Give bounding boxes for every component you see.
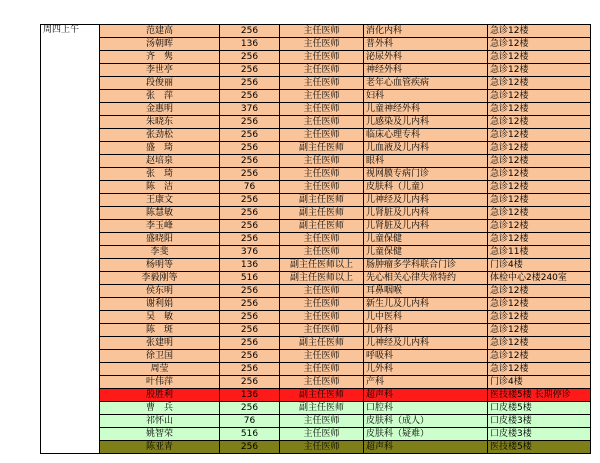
title-cell: 主任医师 (280, 428, 364, 441)
title-cell: 主任医师 (280, 233, 364, 246)
doctor-name-cell: 殷胜利 (100, 389, 220, 402)
department-cell: 超声科 (364, 389, 488, 402)
table-row (41, 90, 591, 103)
location-cell: 急诊12楼 (488, 64, 591, 77)
doctor-name-cell: 杨明等 (100, 259, 220, 272)
title-cell: 副主任医师 (280, 207, 364, 220)
table-row (41, 402, 591, 415)
table-row (41, 181, 591, 194)
title-cell: 副主任医师 (280, 337, 364, 350)
quota-cell: 256 (220, 194, 280, 207)
quota-cell: 136 (220, 38, 280, 51)
schedule-table (40, 24, 591, 454)
department-cell: 泌尿外科 (364, 51, 488, 64)
doctor-name-cell: 汤朝晖 (100, 38, 220, 51)
location-cell: 急诊12楼 (488, 168, 591, 181)
table-row (41, 51, 591, 64)
quota-cell: 256 (220, 441, 280, 454)
location-cell: 急诊12楼 (488, 38, 591, 51)
location-cell: 急诊12楼 (488, 233, 591, 246)
table-row (41, 311, 591, 324)
table-row (41, 168, 591, 181)
location-cell: 急诊12楼 (488, 155, 591, 168)
title-cell: 主任医师 (280, 181, 364, 194)
location-cell: 急诊12楼 (488, 25, 591, 38)
department-cell: 普外科 (364, 38, 488, 51)
department-cell: 儿神经及儿内科 (364, 194, 488, 207)
table-row (41, 415, 591, 428)
table-row (41, 272, 591, 285)
table-row (41, 155, 591, 168)
title-cell: 副主任医师 (280, 142, 364, 155)
title-cell: 主任医师 (280, 441, 364, 454)
table-row (41, 142, 591, 155)
location-cell: 急诊12楼 (488, 220, 591, 233)
table-row (41, 194, 591, 207)
department-cell: 先心相关心律失常特约 (364, 272, 488, 285)
department-cell: 儿童保健 (364, 233, 488, 246)
quota-cell: 256 (220, 25, 280, 38)
department-cell: 耳鼻咽喉 (364, 285, 488, 298)
quota-cell: 256 (220, 64, 280, 77)
doctor-name-cell: 李玉峰 (100, 220, 220, 233)
department-cell: 儿肾脏及儿内科 (364, 220, 488, 233)
doctor-name-cell: 李世亭 (100, 64, 220, 77)
doctor-name-cell: 盛 琦 (100, 142, 220, 155)
table-row (41, 428, 591, 441)
department-cell: 眼科 (364, 155, 488, 168)
quota-cell: 256 (220, 129, 280, 142)
title-cell: 主任医师 (280, 116, 364, 129)
table-row (41, 363, 591, 376)
schedule-rows (41, 25, 591, 454)
quota-cell: 256 (220, 350, 280, 363)
table-row (41, 103, 591, 116)
department-cell: 老年心血管疾病 (364, 77, 488, 90)
title-cell: 副主任医师 (280, 220, 364, 233)
table-row (41, 64, 591, 77)
doctor-name-cell: 陈 斑 (100, 324, 220, 337)
doctor-name-cell: 姚智荣 (100, 428, 220, 441)
title-cell: 主任医师 (280, 155, 364, 168)
doctor-name-cell: 范建高 (100, 25, 220, 38)
department-cell: 儿感染及儿内科 (364, 116, 488, 129)
title-cell: 主任医师 (280, 64, 364, 77)
doctor-name-cell: 张劲松 (100, 129, 220, 142)
title-cell: 副主任医师以上 (280, 259, 364, 272)
title-cell: 主任医师 (280, 246, 364, 259)
department-cell: 肠肿瘤多学科联合门诊 (364, 259, 488, 272)
quota-cell: 256 (220, 376, 280, 389)
location-cell: 急诊12楼 (488, 90, 591, 103)
location-cell: 急诊12楼 (488, 207, 591, 220)
location-cell: 急诊12楼 (488, 324, 591, 337)
title-cell: 主任医师 (280, 51, 364, 64)
quota-cell: 256 (220, 363, 280, 376)
department-cell: 皮肤科（疑难） (364, 428, 488, 441)
location-cell: 急诊11楼 (488, 246, 591, 259)
table-row (41, 324, 591, 337)
location-cell: 急诊12楼 (488, 285, 591, 298)
department-cell: 产科 (364, 376, 488, 389)
quota-cell: 256 (220, 155, 280, 168)
department-cell: 儿血液及儿内科 (364, 142, 488, 155)
department-cell: 新生儿及儿内科 (364, 298, 488, 311)
quota-cell: 376 (220, 103, 280, 116)
quota-cell: 256 (220, 337, 280, 350)
doctor-name-cell: 张建明 (100, 337, 220, 350)
doctor-name-cell: 赵培泉 (100, 155, 220, 168)
title-cell: 副主任医师 (280, 402, 364, 415)
table-row (41, 129, 591, 142)
title-cell: 副主任医师 (280, 194, 364, 207)
location-cell: 急诊12楼 (488, 363, 591, 376)
doctor-name-cell: 陈亚青 (100, 441, 220, 454)
doctor-name-cell: 谢利娟 (100, 298, 220, 311)
table-row (41, 376, 591, 389)
doctor-name-cell: 周莹 (100, 363, 220, 376)
department-cell: 儿神经及儿内科 (364, 337, 488, 350)
title-cell: 主任医师 (280, 363, 364, 376)
table-row (41, 337, 591, 350)
table-row (41, 350, 591, 363)
doctor-name-cell: 张 琦 (100, 168, 220, 181)
table-row (41, 233, 591, 246)
table-row (41, 38, 591, 51)
doctor-name-cell: 段俊丽 (100, 77, 220, 90)
doctor-name-cell: 曹 兵 (100, 402, 220, 415)
doctor-name-cell: 徐卫国 (100, 350, 220, 363)
doctor-name-cell: 盛晓阳 (100, 233, 220, 246)
location-cell: 口皮楼5楼 (488, 402, 591, 415)
doctor-name-cell: 陈 洁 (100, 181, 220, 194)
quota-cell: 256 (220, 324, 280, 337)
title-cell: 主任医师 (280, 311, 364, 324)
quota-cell: 256 (220, 116, 280, 129)
doctor-name-cell: 齐 隽 (100, 51, 220, 64)
table-row (41, 389, 591, 402)
quota-cell: 76 (220, 415, 280, 428)
location-cell: 医技楼5楼 (488, 441, 591, 454)
doctor-name-cell: 王康文 (100, 194, 220, 207)
location-cell: 急诊12楼 (488, 181, 591, 194)
department-cell: 儿外科 (364, 363, 488, 376)
title-cell: 主任医师 (280, 324, 364, 337)
table-row (41, 116, 591, 129)
location-cell: 急诊12楼 (488, 129, 591, 142)
title-cell: 主任医师 (280, 376, 364, 389)
quota-cell: 136 (220, 259, 280, 272)
location-cell: 急诊12楼 (488, 298, 591, 311)
department-cell: 皮肤科（儿童） (364, 181, 488, 194)
department-cell: 临床心理专科 (364, 129, 488, 142)
title-cell: 副主任医师以上 (280, 272, 364, 285)
location-cell: 急诊12楼 (488, 77, 591, 90)
location-cell: 口皮楼3楼 (488, 415, 591, 428)
location-cell: 体检中心2楼240室 (488, 272, 591, 285)
department-cell: 儿童保健 (364, 246, 488, 259)
table-row (41, 298, 591, 311)
location-cell: 急诊12楼 (488, 311, 591, 324)
quota-cell: 256 (220, 298, 280, 311)
department-cell: 儿骨科 (364, 324, 488, 337)
quota-cell: 256 (220, 90, 280, 103)
table-row (41, 207, 591, 220)
quota-cell: 256 (220, 285, 280, 298)
quota-cell: 256 (220, 233, 280, 246)
title-cell: 主任医师 (280, 77, 364, 90)
doctor-name-cell: 陈慧敏 (100, 207, 220, 220)
location-cell: 急诊12楼 (488, 337, 591, 350)
location-cell: 口皮楼3楼 (488, 428, 591, 441)
table-row (41, 220, 591, 233)
department-cell: 消化内科 (364, 25, 488, 38)
department-cell: 呼吸科 (364, 350, 488, 363)
table-row (41, 259, 591, 272)
department-cell: 皮肤科（成人） (364, 415, 488, 428)
department-cell: 儿童神经外科 (364, 103, 488, 116)
title-cell: 主任医师 (280, 350, 364, 363)
department-cell: 口腔科 (364, 402, 488, 415)
location-cell: 急诊12楼 (488, 116, 591, 129)
department-cell: 超声科 (364, 441, 488, 454)
quota-cell: 516 (220, 428, 280, 441)
doctor-name-cell: 叶伟萍 (100, 376, 220, 389)
doctor-name-cell: 李斐 (100, 246, 220, 259)
quota-cell: 256 (220, 220, 280, 233)
quota-cell: 256 (220, 51, 280, 64)
quota-cell: 256 (220, 402, 280, 415)
title-cell: 主任医师 (280, 168, 364, 181)
title-cell: 主任医师 (280, 25, 364, 38)
table-row (41, 246, 591, 259)
table-row (41, 25, 591, 38)
location-cell: 急诊12楼 (488, 142, 591, 155)
doctor-name-cell: 朱晓东 (100, 116, 220, 129)
day-label: 周四上午 (41, 25, 100, 454)
doctor-name-cell: 祁怀山 (100, 415, 220, 428)
title-cell: 主任医师 (280, 298, 364, 311)
quota-cell: 256 (220, 168, 280, 181)
doctor-name-cell: 李毅刚等 (100, 272, 220, 285)
title-cell: 主任医师 (280, 103, 364, 116)
table-row (41, 285, 591, 298)
quota-cell: 376 (220, 246, 280, 259)
title-cell: 主任医师 (280, 90, 364, 103)
quota-cell: 256 (220, 77, 280, 90)
doctor-name-cell: 吴 敏 (100, 311, 220, 324)
doctor-name-cell: 张 萍 (100, 90, 220, 103)
title-cell: 主任医师 (280, 38, 364, 51)
location-cell: 急诊12楼 (488, 350, 591, 363)
department-cell: 神经外科 (364, 64, 488, 77)
table-row (41, 77, 591, 90)
title-cell: 主任医师 (280, 285, 364, 298)
doctor-name-cell: 侯东明 (100, 285, 220, 298)
quota-cell: 516 (220, 272, 280, 285)
location-cell: 医技楼5楼 长期停诊 (488, 389, 591, 402)
quota-cell: 256 (220, 142, 280, 155)
quota-cell: 256 (220, 311, 280, 324)
title-cell: 主任医师 (280, 129, 364, 142)
location-cell: 门诊4楼 (488, 376, 591, 389)
department-cell: 妇科 (364, 90, 488, 103)
title-cell: 副主任医师 (280, 389, 364, 402)
quota-cell: 136 (220, 389, 280, 402)
doctor-name-cell: 金惠明 (100, 103, 220, 116)
location-cell: 门诊4楼 (488, 259, 591, 272)
department-cell: 儿中医科 (364, 311, 488, 324)
quota-cell: 256 (220, 207, 280, 220)
location-cell: 急诊12楼 (488, 103, 591, 116)
department-cell: 儿肾脏及儿内科 (364, 207, 488, 220)
location-cell: 急诊12楼 (488, 194, 591, 207)
table-row (41, 441, 591, 454)
quota-cell: 76 (220, 181, 280, 194)
title-cell: 主任医师 (280, 415, 364, 428)
department-cell: 视网膜专病门诊 (364, 168, 488, 181)
location-cell: 急诊12楼 (488, 51, 591, 64)
